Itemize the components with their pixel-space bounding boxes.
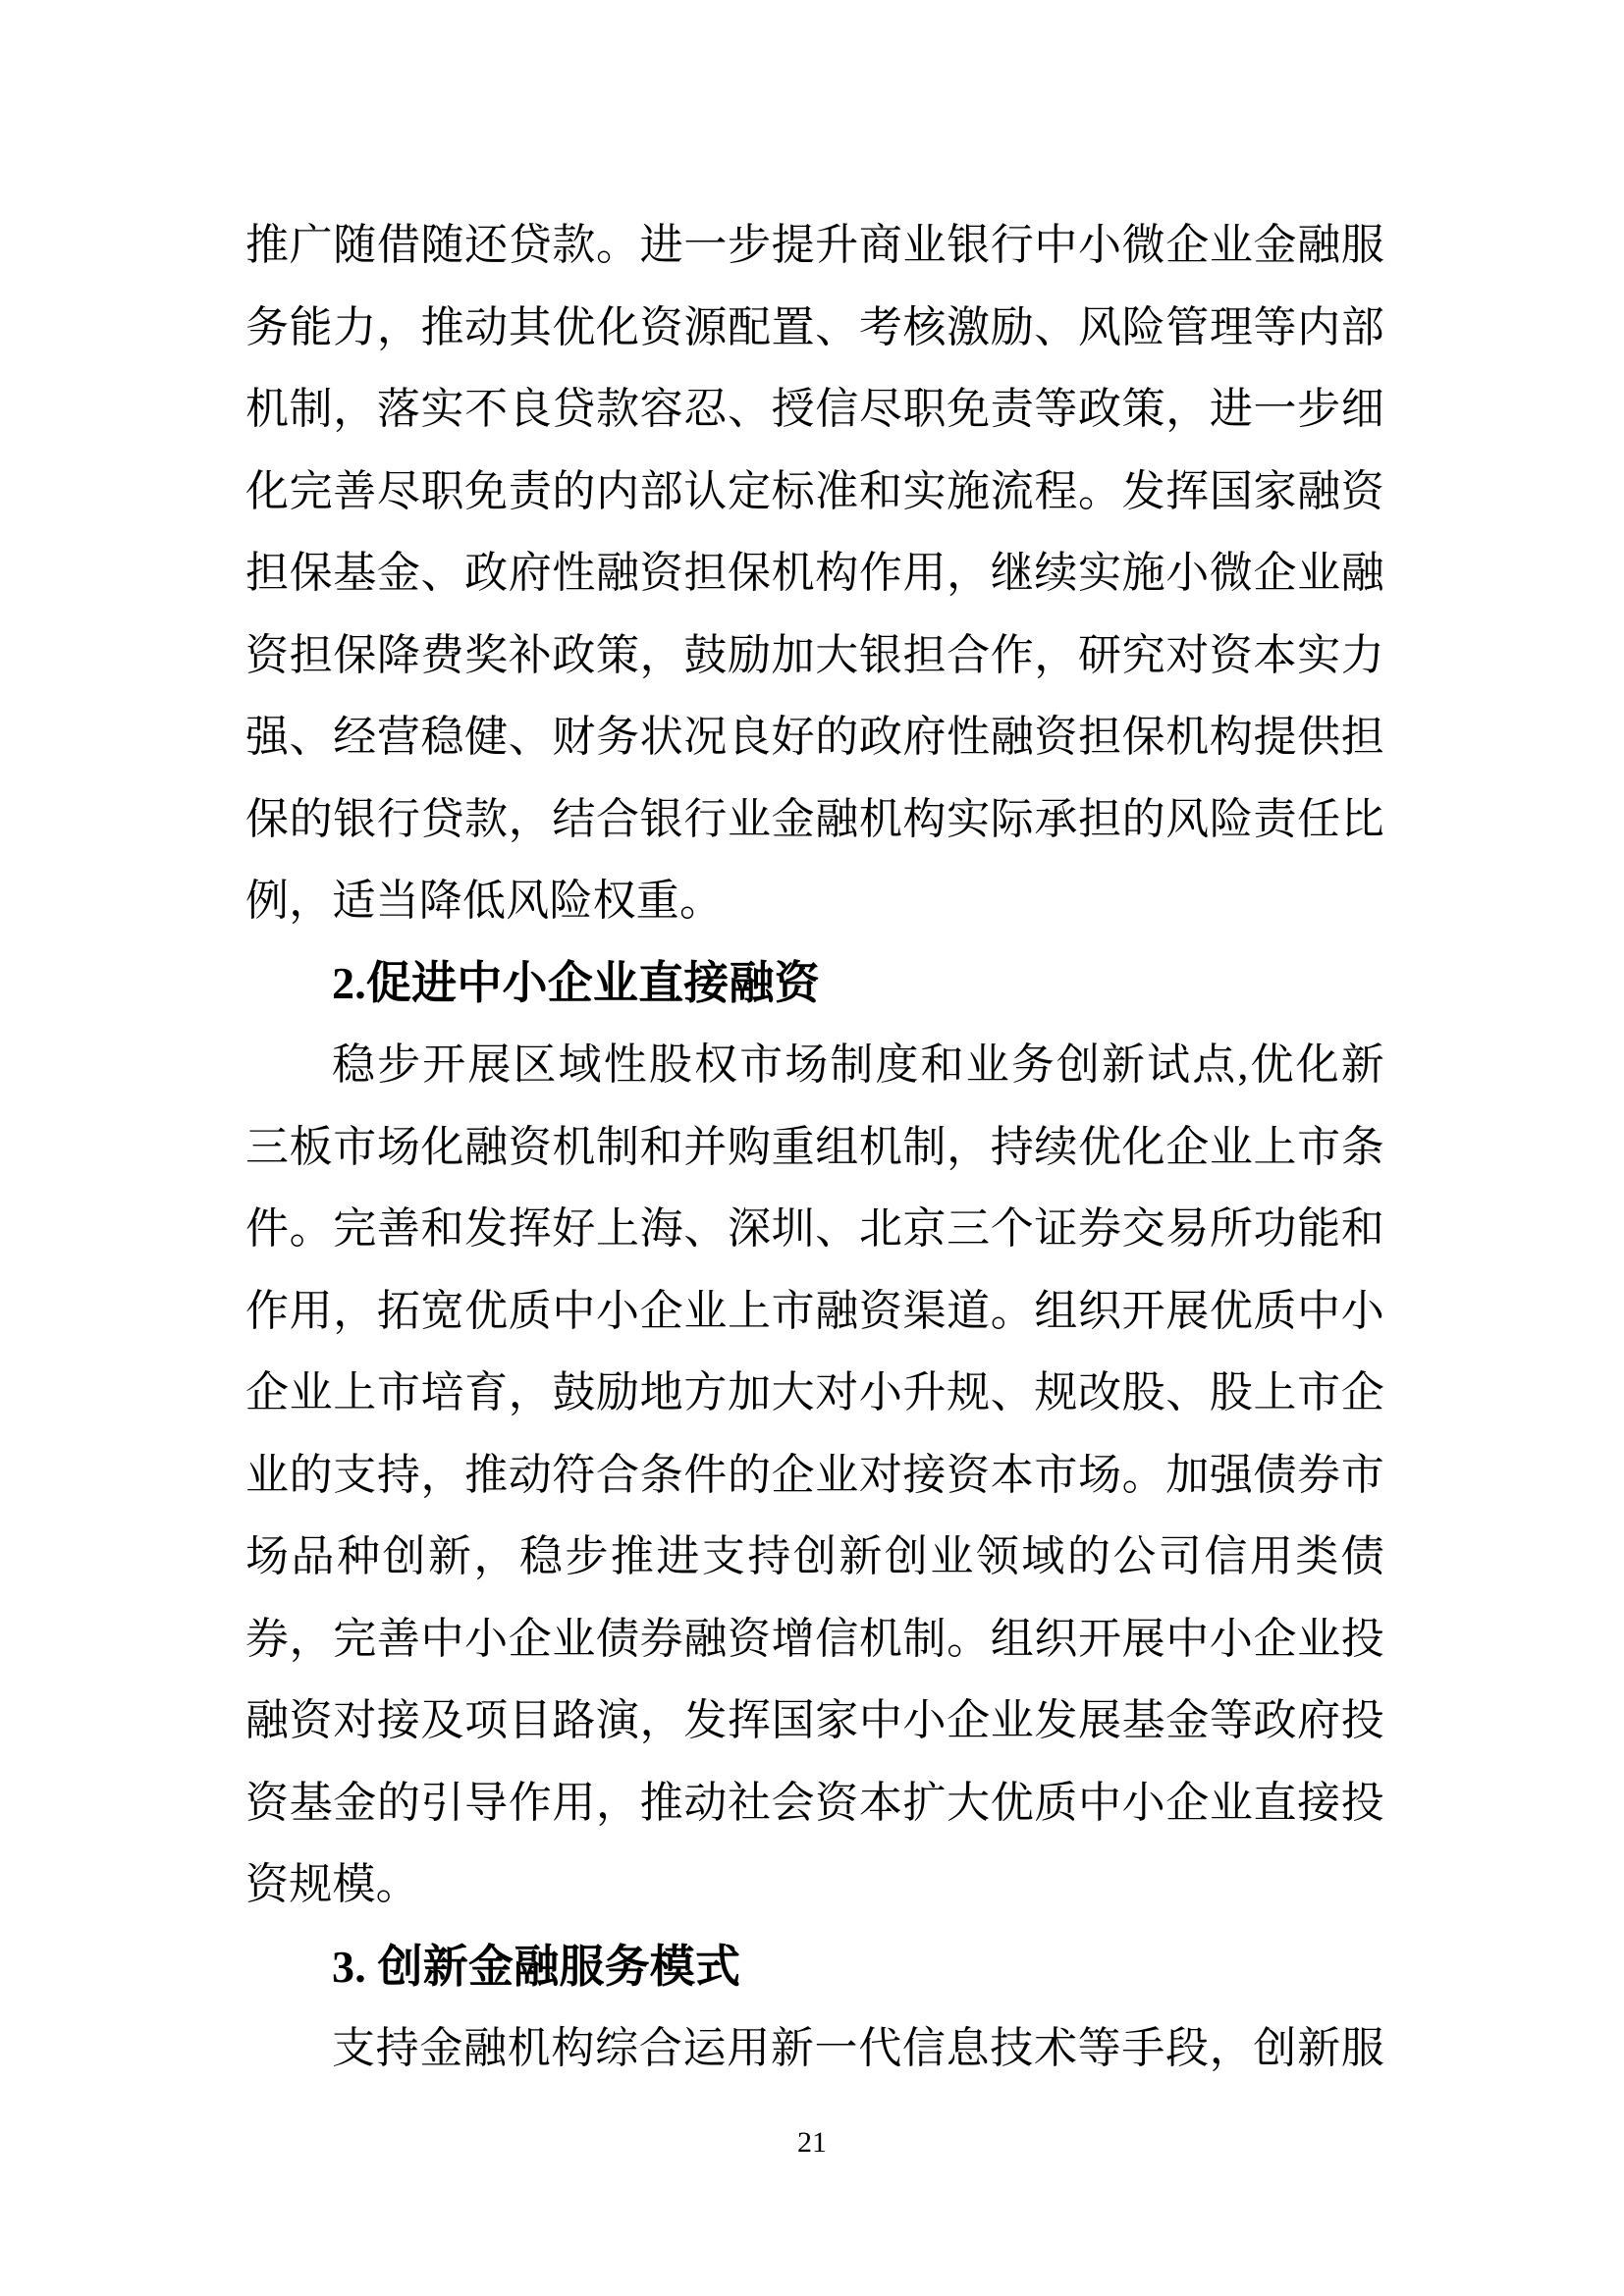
text-line: 支持金融机构综合运用新一代信息技术等手段，创新服 xyxy=(332,2024,1384,2072)
heading-line: 2.促进中小企业直接融资 xyxy=(332,957,820,1008)
text-line: 作用，拓宽优质中小企业上市融资渠道。组织开展优质中小 xyxy=(245,1286,1384,1335)
heading-line: 3. 创新金融服务模式 xyxy=(332,1941,741,1992)
page-number: 21 xyxy=(797,2126,827,2159)
text-line: 资规模。 xyxy=(245,1860,419,1908)
text-line: 件。完善和发挥好上海、深圳、北京三个证券交易所功能和 xyxy=(245,1204,1384,1253)
text-line: 保的银行贷款，结合银行业金融机构实际承担的风险责任比 xyxy=(245,794,1384,843)
text-line: 机制，落实不良贷款容忍、授信尽职免责等政策，进一步细 xyxy=(245,385,1384,433)
text-line: 务能力，推动其优化资源配置、考核激励、风险管理等内部 xyxy=(245,302,1384,351)
text-block xyxy=(245,204,1384,2090)
text-line: 融资对接及项目路演，发挥国家中小企业发展基金等政府投 xyxy=(245,1696,1384,1744)
text-line: 业的支持，推动符合条件的企业对接资本市场。加强债券市 xyxy=(245,1450,1384,1499)
text-line: 三板市场化融资机制和并购重组机制，持续优化企业上市条 xyxy=(245,1122,1384,1171)
text-line: 例，适当降低风险权重。 xyxy=(245,877,724,925)
text-line: 化完善尽职免责的内部认定标准和实施流程。发挥国家融资 xyxy=(245,466,1384,515)
text-line: 稳步开展区域性股权市场制度和业务创新试点,优化新 xyxy=(332,1041,1384,1089)
text-line: 场品种创新，稳步推进支持创新创业领域的公司信用类债 xyxy=(245,1532,1384,1580)
text-line: 券，完善中小企业债券融资增信机制。组织开展中小企业投 xyxy=(245,1614,1384,1663)
text-line: 资基金的引导作用，推动社会资本扩大优质中小企业直接投 xyxy=(245,1778,1384,1827)
text-line: 资担保降费奖补政策，鼓励加大银担合作，研究对资本实力 xyxy=(245,630,1384,679)
text-line: 企业上市培育，鼓励地方加大对小升规、规改股、股上市企 xyxy=(245,1368,1384,1416)
text-line: 担保基金、政府性融资担保机构作用，继续实施小微企业融 xyxy=(245,549,1384,597)
text-line: 强、经营稳健、财务状况良好的政府性融资担保机构提供担 xyxy=(245,713,1384,761)
text-line: 推广随借随还贷款。进一步提升商业银行中小微企业金融服 xyxy=(245,221,1384,269)
